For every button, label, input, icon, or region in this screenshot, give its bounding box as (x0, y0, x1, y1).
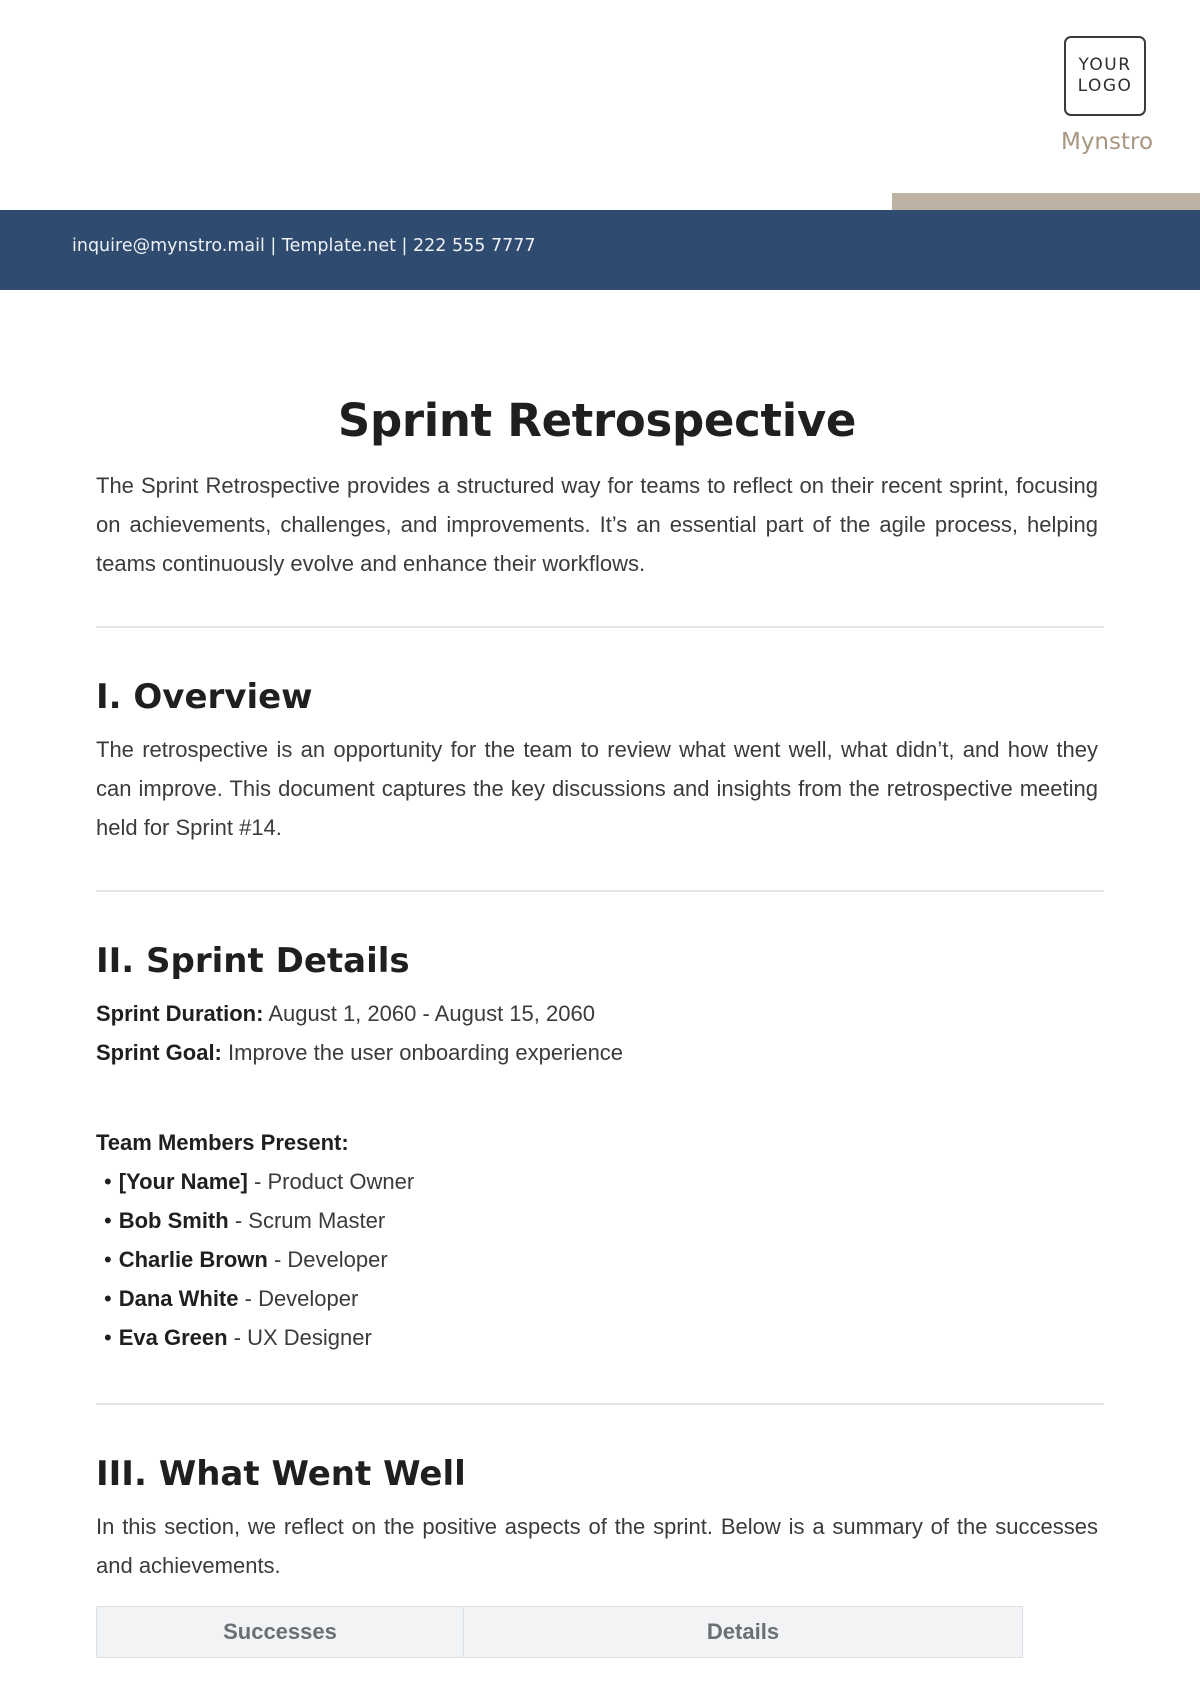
section-divider (96, 890, 1104, 892)
table-header-details: Details (463, 1607, 1022, 1658)
section-divider (96, 626, 1104, 628)
team-members-heading: Team Members Present: (96, 1130, 349, 1155)
brand-name: Mynstro (1060, 129, 1154, 155)
member-role: UX Designer (247, 1325, 372, 1350)
member-name: Bob Smith (118, 1208, 229, 1233)
member-role: Developer (258, 1286, 359, 1311)
contact-info: inquire@mynstro.mail | Template.net | 222 555 7777 (72, 236, 536, 256)
overview-paragraph: The retrospective is an opportunity for the team to review what went well, what didn’t, and how they can improve. This document captures the key discussions and insights from the retrospective meeting held for Sprint #14. (96, 737, 1098, 840)
document-body (96, 390, 1098, 1658)
successes-table (96, 1606, 1023, 1658)
member-role: Developer (287, 1247, 388, 1272)
went-well-heading: III. What Went Well (96, 1454, 466, 1494)
sprint-duration-value: August 1, 2060 - August 15, 2060 (268, 1001, 595, 1026)
list-item: • Bob Smith - Scrum Master (104, 1201, 1098, 1240)
member-name: [Your Name] (118, 1169, 248, 1194)
list-item: • Eva Green - UX Designer (104, 1318, 1098, 1357)
document-title: Sprint Retrospective (337, 394, 857, 447)
member-name: Eva Green (118, 1325, 228, 1350)
sprint-details (96, 994, 1098, 1357)
intro-paragraph: The Sprint Retrospective provides a structured way for teams to reflect on their recent sprint, focusing on achievements, challenges, and improvements. It’s an essential part of the agile process, helping teams continuously evolve and enhance their workflows. (96, 473, 1098, 576)
sprint-goal-value: Improve the user onboarding experience (228, 1040, 624, 1065)
member-name: Dana White (118, 1286, 239, 1311)
member-role: Scrum Master (248, 1208, 386, 1233)
accent-strip (892, 193, 1200, 210)
team-members-list (96, 1162, 1098, 1357)
went-well-paragraph: In this section, we reflect on the positive aspects of the sprint. Below is a summary of the successes and achievements. (96, 1514, 1098, 1578)
sprint-duration (96, 994, 1098, 1033)
logo-text-line2: LOGO (1077, 76, 1133, 96)
list-item: • [Your Name] - Product Owner (104, 1162, 1098, 1201)
list-item: • Dana White - Developer (104, 1279, 1098, 1318)
table-header-successes: Successes (97, 1607, 464, 1658)
member-role: Product Owner (267, 1169, 415, 1194)
table-header-row (97, 1607, 1023, 1658)
member-name: Charlie Brown (118, 1247, 268, 1272)
overview-heading: I. Overview (96, 677, 313, 717)
sprint-goal (96, 1033, 1098, 1072)
sprint-details-heading: II. Sprint Details (96, 941, 410, 981)
logo (1064, 36, 1146, 116)
logo-text-line1: YOUR (1078, 55, 1132, 75)
sprint-goal-label: Sprint Goal: (96, 1040, 222, 1065)
list-item: • Charlie Brown - Developer (104, 1240, 1098, 1279)
section-divider (96, 1403, 1104, 1405)
sprint-duration-label: Sprint Duration: (96, 1001, 264, 1026)
